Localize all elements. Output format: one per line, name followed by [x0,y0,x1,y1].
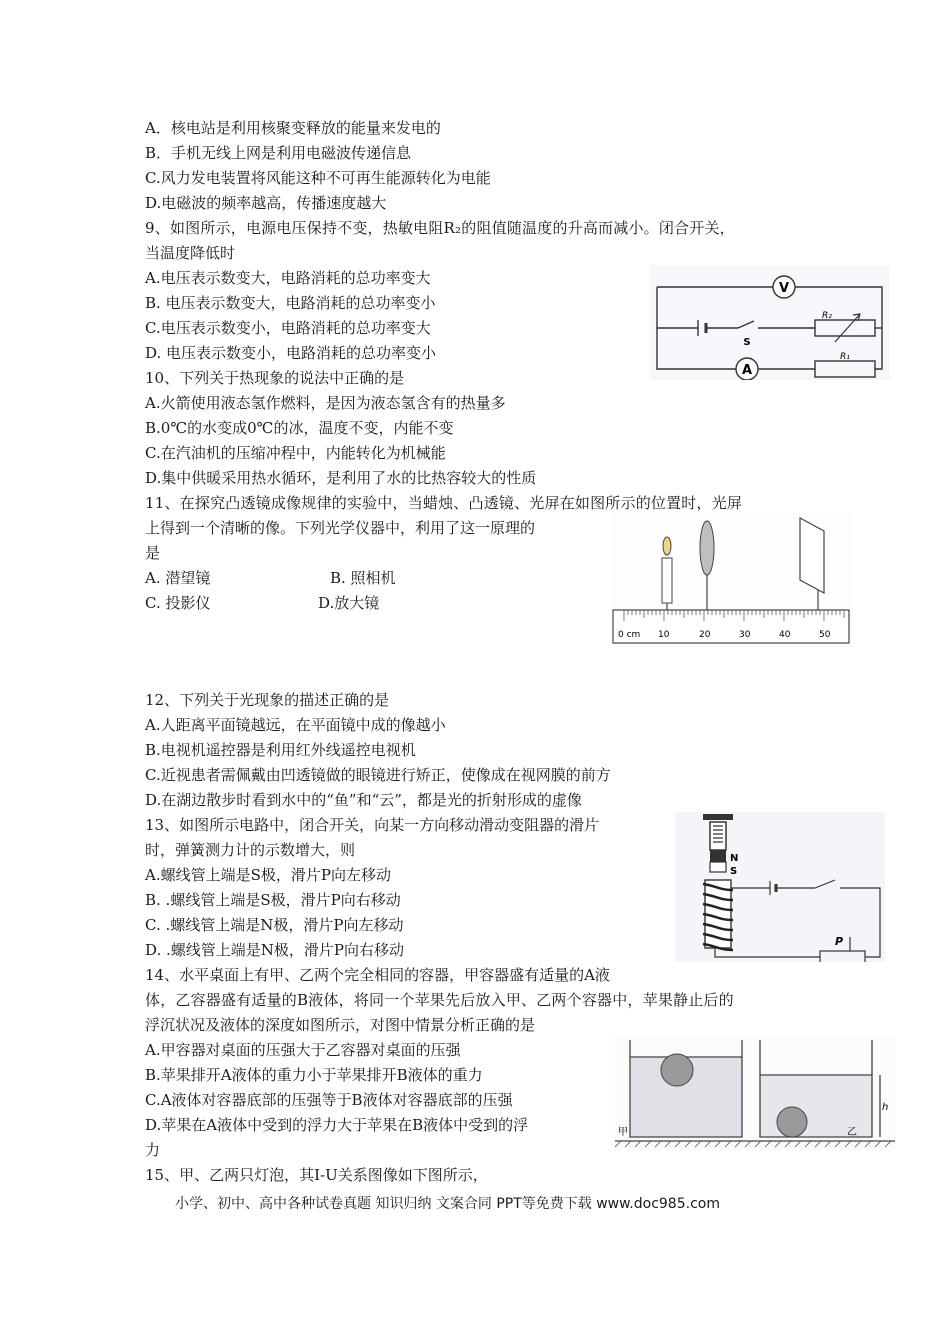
q9-option-c: C.电压表示数变小，电路消耗的总功率变大 [145,319,431,337]
convex-lens-icon [700,521,714,575]
q10-stem: 10、下列关于热现象的说法中正确的是 [145,369,405,387]
q15-stem: 15、甲、乙两只灯泡，其I-U关系图像如下图所示， [145,1166,488,1184]
q11-optical-bench [612,513,852,648]
q13-option-b: B. .螺线管上端是S极，滑片P向右移动 [145,891,401,909]
container-yi-label: 乙 [847,1127,857,1138]
candle-flame-icon [663,537,671,555]
q12-option-d: D.在湖边散步时看到水中的“鱼”和“云”，都是光的折射形成的虚像 [145,791,582,809]
slider-p-label: P [835,935,844,948]
r1-label: R₁ [840,352,850,362]
q10-option-c: C.在汽油机的压缩冲程中，内能转化为机械能 [145,444,446,462]
ammeter-label: A [741,363,753,378]
q13-stem-cont: 时，弹簧测力计的示数增大，则 [145,841,356,859]
q14-stem: 14、水平桌面上有甲、乙两个完全相同的容器，甲容器盛有适量的A液 [145,966,610,984]
screen-icon [800,518,824,593]
q13-option-c: C. .螺线管上端是N极，滑片P向左移动 [145,916,404,934]
q13-option-d: D. .螺线管上端是N极，滑片P向右移动 [145,941,405,959]
ruler-tick-label: 10 [658,630,670,640]
r2-label: R₂ [822,311,832,321]
q14-option-a: A.甲容器对桌面的压强大于乙容器对桌面的压强 [145,1041,461,1059]
ruler-tick-label: 30 [739,630,751,640]
voltmeter-label: V [778,281,790,296]
ruler [613,610,849,643]
q11-option-a: A. 潜望镜 [145,569,211,587]
q9-circuit-diagram [650,265,890,380]
q9-option-d: D. 电压表示数变小，电路消耗的总功率变小 [145,344,437,362]
q12-option-a: A.人距离平面镜越远，在平面镜中成的像越小 [145,716,446,734]
q14-option-d-cont: 力 [145,1141,161,1159]
q9-option-b: B. 电压表示数变大，电路消耗的总功率变小 [145,294,436,312]
q12-option-c: C.近视患者需佩戴由凹透镜做的眼镜进行矫正，使像成在视网膜的前方 [145,766,611,784]
q14-option-b: B.苹果排开A液体的重力小于苹果排开B液体的重力 [145,1066,483,1084]
q11-stem-cont: 上得到一个清晰的像。下列光学仪器中，利用了这一原理的 [145,519,536,537]
q8-option-a: A．核电站是利用核聚变释放的能量来发电的 [145,119,441,137]
q9-option-a: A.电压表示数变大，电路消耗的总功率变大 [145,269,431,287]
magnet-n-label: N [730,853,739,864]
q12-stem: 12、下列关于光现象的描述正确的是 [145,691,390,709]
q14-containers-diagram [615,1035,895,1150]
apple-suspended-icon [777,1107,807,1137]
ruler-tick-label: 40 [779,630,791,640]
magnet-s-label: S [730,866,738,877]
q14-option-d: D.苹果在A液体中受到的浮力大于苹果在B液体中受到的浮 [145,1116,529,1134]
candle-icon [662,558,672,603]
ruler-tick-label: 0 cm [618,630,641,640]
q11-stem-end: 是 [145,544,161,562]
q10-option-d: D.集中供暖采用热水循环，是利用了水的比热容较大的性质 [145,469,537,487]
q14-option-c: C.A液体对容器底部的压强等于B液体对容器底部的压强 [145,1091,513,1109]
switch-label: S [743,337,751,348]
page-footer: 小学、初中、高中各种试卷真题 知识归纳 文案合同 PPT等免费下载 www.doc985.com [175,1196,720,1212]
q13-option-a: A.螺线管上端是S极，滑片P向左移动 [145,866,391,884]
q12-option-b: B.电视机遥控器是利用红外线遥控电视机 [145,741,416,759]
q11-stem: 11、在探究凸透镜成像规律的实验中，当蜡烛、凸透镜、光屏在如图所示的位置时，光屏 [145,494,743,512]
apple-floating-icon [661,1054,693,1086]
q14-stem-cont: 体，乙容器盛有适量的B液体，将同一个苹果先后放入甲、乙两个容器中，苹果静止后的 [145,991,734,1009]
q11-option-d: D.放大镜 [318,594,380,612]
ruler-tick-label: 50 [819,630,831,640]
q10-option-a: A.火箭使用液态氢作燃料，是因为液态氢含有的热量多 [145,394,506,412]
q13-stem: 13、如图所示电路中，闭合开关，向某一方向移动滑动变阻器的滑片 [145,816,600,834]
ruler-tick-label: 20 [699,630,711,640]
container-jia-label: 甲 [618,1127,628,1138]
q8-option-c: C.风力发电装置将风能这种不可再生能源转化为电能 [145,169,491,187]
depth-h-label: h [882,1102,889,1113]
q8-option-b: B．手机无线上网是利用电磁波传递信息 [145,144,412,162]
q9-stem: 9、如图所示，电源电压保持不变，热敏电阻R₂的阻值随温度的升高而减小。闭合开关， [145,219,735,237]
q8-option-d: D.电磁波的频率越高，传播速度越大 [145,194,387,212]
q11-option-b: B. 照相机 [330,569,396,587]
q13-solenoid-circuit [675,812,885,962]
q10-option-b: B.0℃的水变成0℃的冰，温度不变，内能不变 [145,419,454,437]
q14-stem-end: 浮沉状况及液体的深度如图所示，对图中情景分析正确的是 [145,1016,536,1034]
q9-stem-cont: 当温度降低时 [145,244,236,262]
q11-option-c: C. 投影仪 [145,594,211,612]
